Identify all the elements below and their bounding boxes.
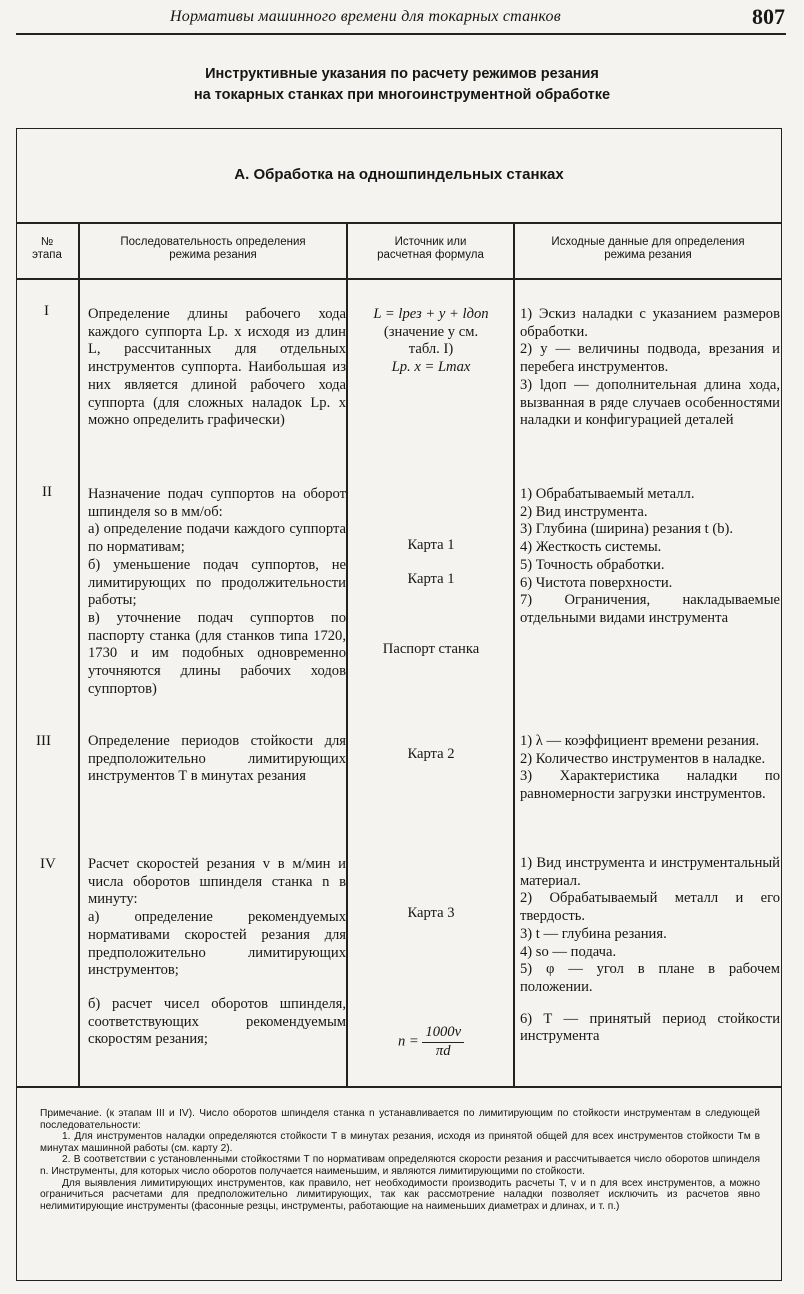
stage-4-inputs (520, 855, 780, 1046)
formula-denominator: πd (435, 1042, 451, 1059)
input-item: 1) λ — коэффициент времени резания. (520, 733, 760, 749)
stage-number: IV (40, 856, 56, 872)
notes-block (40, 1108, 760, 1212)
stage-3-inputs (520, 733, 780, 804)
input-item: 5) Точность обработки. (520, 556, 665, 573)
input-item: 3) Характеристика наладки по равномерности загрузки инструментов. (520, 768, 780, 803)
formula-note: табл. I) (408, 341, 454, 358)
input-item: 6) Чистота поверхности. (520, 574, 673, 591)
table-bottom-rule (16, 1086, 782, 1088)
note-item: Для выявления лимитирующих инструментов, как правило, нет необходимости производить расчеты T, v и n для всех инструментов, а можно ограничиться расчетами для предположительно лимитирующих, так как рассмотрение наладки позволяет исключить из расчетов явно нелимитирующие инструменты (фасонные резцы, инструменты, работающие на наименьших диаметрах и длинах, и т. п.) (40, 1177, 760, 1212)
column-rule-2 (346, 222, 348, 1086)
sequence-item: в) уточнение подач суппортов по паспорту станка (для станков типа 1720, 1730 и им подобных одновременно уточняются длины рабочих ходов суппортов) (88, 609, 346, 697)
stage-number: II (42, 484, 52, 500)
sequence-item: Назначение подач суппортов на оборот шпинделя so в мм/об: (88, 486, 346, 520)
running-header: Нормативы машинного времени для токарных станков (170, 8, 561, 25)
input-item: 2) Обрабатываемый металл и его твердость. (520, 890, 780, 925)
header-input-data: Исходные данные для определения режима резания (551, 236, 745, 261)
source-ref: Карта 1 (407, 537, 455, 553)
input-item: 7) Ограничения, накладываемые отдельными видами инструмента (520, 592, 780, 626)
document-title-line1: Инструктивные указания по расчету режимов резания (205, 66, 599, 82)
document-title-line2: на токарных станках при многоинструментной обработке (193, 87, 611, 103)
source-ref: Карта 2 (407, 746, 455, 762)
header-top-rule (16, 222, 782, 224)
formula-note: (значение y см. (383, 323, 479, 340)
stage-1-source (350, 306, 512, 377)
header-bottom-rule (16, 278, 782, 280)
input-item: 6) T — принятый период стойкости инструмента (520, 1010, 780, 1045)
input-item: 3) lдоп — дополнительная длина хода, вызванная в ряде случаев особенностями наладки и конфигурацией деталей (520, 376, 780, 429)
stage-2-sequence (88, 486, 346, 698)
stage-number: I (44, 303, 49, 319)
sequence-item: б) расчет чисел оборотов шпинделя, соответствующих рекомендуемым скоростям резания; (88, 995, 346, 1048)
input-item: 2) y — величины подвода, врезания и перебега инструментов. (520, 341, 780, 376)
input-item: 4) Жесткость системы. (520, 539, 662, 556)
stage-3-sequence: Определение периодов стойкости для предположительно лимитирующих инструментов T в минутах резания (88, 733, 346, 785)
length-formula: L = lрез + y + lдоп (373, 306, 489, 322)
input-item: 2) Количество инструментов в наладке. (520, 750, 766, 767)
column-rule-1 (78, 222, 80, 1086)
sequence-item: б) уменьшение подач суппортов, не лимитирующих по продолжительности работы; (88, 556, 346, 609)
formula-numerator: 1000v (422, 1024, 464, 1043)
stage-2-inputs (520, 486, 780, 628)
formula-lhs: n = (397, 1033, 419, 1050)
stage-1-sequence: Определение длины рабочего хода каждого суппорта Lр. х исходя из длин L, рассчитанных для отдельных инструментов суппорта. Наибольшая из них является длиной рабочего хода суппорта (для сложных наладок Lр. х можно определить графически) (88, 306, 346, 429)
note-item: 1. Для инструментов наладки определяются стойкости T в минутах резания, исходя из принятой общей для всех инструментов стойкости Tм в минутах машинной работы (см. карту 2). (40, 1131, 760, 1154)
source-ref: Карта 3 (407, 905, 455, 921)
column-rule-3 (513, 222, 515, 1086)
input-item: 1) Вид инструмента и инструментальный материал. (520, 855, 780, 889)
input-item: 3) t — глубина резания. (520, 925, 667, 942)
header-stage-no: № этапа (32, 236, 62, 261)
stage-4-sequence (88, 856, 346, 1049)
note-intro: Примечание. (к этапам III и IV). Число оборотов шпинделя станка n устанавливается по лимитирующим по стойкости инструментам в следующей последовательности: (40, 1108, 760, 1131)
note-item: 2. В соответствии с установленными стойкостями T по нормативам определяются скорости резания и рассчитывается число оборотов шпинделя n. Инструменты, для которых число оборотов получается наименьшим, и являются лимитирующими по стойкости. (40, 1154, 760, 1177)
section-title: А. Обработка на одношпиндельных станках (234, 166, 564, 183)
header-rule (16, 33, 786, 35)
stroke-formula: Lр. х = Lmax (391, 359, 471, 376)
rpm-formula (350, 1024, 512, 1060)
header-source: Источник или расчетная формула (377, 236, 484, 261)
input-item: 5) φ — угол в плане в рабочем положении. (520, 961, 780, 995)
input-item: 4) so — подача. (520, 943, 617, 960)
source-ref: Паспорт станка (382, 641, 480, 657)
source-ref: Карта 1 (407, 571, 455, 587)
input-item: 1) Обрабатываемый металл. (520, 486, 695, 502)
header-sequence: Последовательность определения режима резания (120, 236, 306, 261)
input-item: 1) Эскиз наладки с указанием размеров обработки. (520, 306, 780, 340)
input-item: 2) Вид инструмента. (520, 503, 648, 520)
stage-number: III (36, 733, 51, 749)
sequence-item: а) определение рекомендуемых нормативами скоростей резания для предположительно лимитирующих инструментов; (88, 909, 346, 979)
formula-fraction (422, 1024, 464, 1060)
stage-1-inputs (520, 306, 780, 430)
input-item: 3) Глубина (ширина) резания t (b). (520, 521, 734, 538)
sequence-item: а) определение подачи каждого суппорта по нормативам; (88, 521, 346, 556)
page-number: 807 (752, 4, 785, 29)
sequence-item: Расчет скоростей резания v в м/мин и числа оборотов шпинделя станка n в минуту: (88, 856, 346, 908)
